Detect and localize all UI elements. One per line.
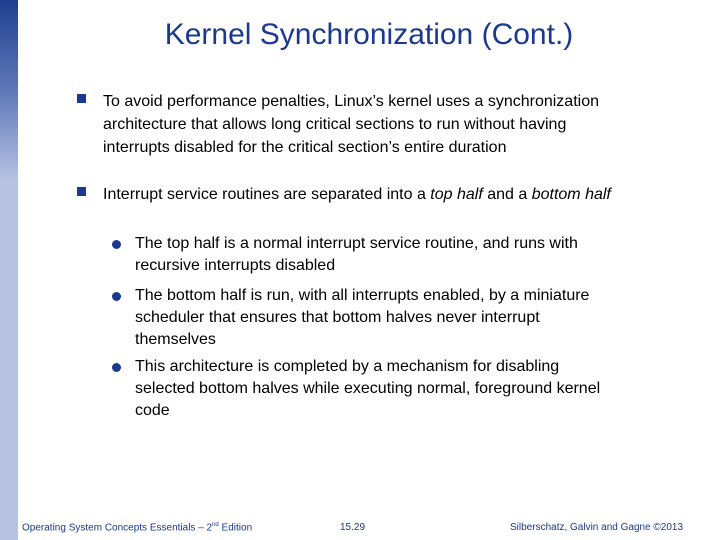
footer-book-title-sup: nd	[212, 522, 219, 528]
footer-book-title-end: Edition	[218, 522, 253, 534]
bullet-2	[83, 183, 623, 206]
term-bottom-half: bottom half	[531, 186, 611, 203]
footer-book-title-main: Operating System Concepts Essentials – 2	[22, 522, 213, 534]
sub-bullet-1	[112, 233, 622, 277]
sub-bullet-3-text: This architecture is completed by a mechanism for disabling selected bottom halves while executing normal, foreground kernel code	[135, 358, 601, 419]
term-top-half: top half	[430, 186, 483, 203]
square-bullet-icon	[77, 94, 86, 103]
round-bullet-icon	[112, 292, 121, 301]
bullet-2-text-middle: and a	[482, 186, 532, 203]
sub-bullet-1-text: The top half is a normal interrupt service routine, and runs with recursive interrupts disabled	[135, 235, 578, 274]
sub-bullet-2-text: The bottom half is run, with all interrupts enabled, by a miniature scheduler that ensures that bottom halves never interrupt themselves	[135, 287, 590, 348]
bullet-1	[83, 90, 623, 159]
bullet-2-text	[103, 183, 623, 206]
footer-page-number: 15.29	[340, 522, 366, 533]
round-bullet-icon	[112, 240, 121, 249]
square-bullet-icon	[77, 187, 86, 196]
slide-title: Kernel Synchronization (Cont.)	[164, 18, 574, 51]
bullet-2-text-start: Interrupt service routines are separated into a	[103, 186, 431, 203]
bullet-1-text: To avoid performance penalties, Linux’s kernel uses a synchronization architecture that allows long critical sections to run without having interrupts disabled for the critical section’s entire duration	[103, 93, 599, 156]
round-bullet-icon	[112, 363, 121, 372]
footer-book-title	[22, 522, 252, 533]
sub-bullet-3	[112, 356, 622, 422]
footer-authors: Silberschatz, Galvin and Gagne ©2013	[510, 522, 684, 533]
sub-bullet-2	[112, 285, 622, 351]
